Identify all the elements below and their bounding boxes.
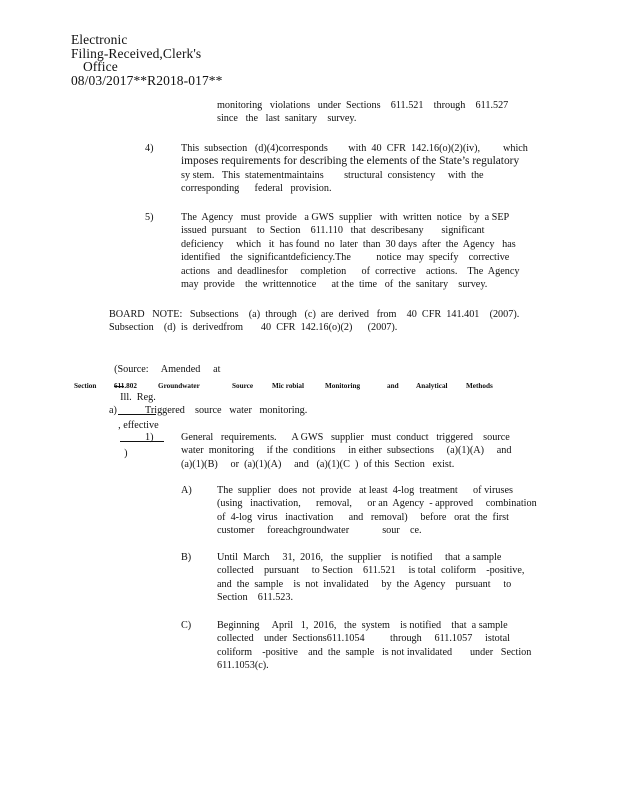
item-C-paragraph xyxy=(217,619,532,673)
continuation-paragraph xyxy=(217,99,517,126)
section-title-word: Methods xyxy=(466,382,493,390)
A-line: The supplier does not provide at least 4-log treatment of viruses xyxy=(217,485,513,496)
board-note xyxy=(109,308,529,335)
board-note-line: Subsection (d) is derivedfrom 40 CFR 142.16(o)(2) (2007). xyxy=(109,322,398,334)
section-title-word: Monitoring xyxy=(325,382,361,390)
section-word: Section xyxy=(74,382,97,390)
item-B-label: B) xyxy=(181,552,192,563)
C-line: collected under Sections611.1054 through 611.1057 istotal xyxy=(217,633,510,645)
B-line: collected pursuant to Section 611.521 is total coliform -positive, xyxy=(217,565,525,577)
item-4-line: This subsection (d)(4)corresponds with 40 CFR 142.16(o)(2)(iv), which xyxy=(181,143,528,154)
section-number: 611.802 xyxy=(114,382,137,390)
item-5-line: The Agency must provide a GWS supplier with written notice by a SEP xyxy=(181,212,510,223)
C-line: coliform -positive and the sample is not invalidated under Section xyxy=(217,646,532,658)
item-B-paragraph xyxy=(217,551,529,605)
continuation-line: monitoring violations under Sections 611.521 through 611.527 xyxy=(217,100,509,111)
B-line: Until March 31, 2016, the supplier is notified that a sample xyxy=(217,552,502,563)
C-line: 611.1053(c). xyxy=(217,660,269,672)
section-title-word: Groundwater xyxy=(158,382,200,390)
item-A-paragraph xyxy=(217,484,537,538)
source-close-paren: ) xyxy=(124,447,128,459)
item-5-line: may provide the writtennotice at the time of the sanitary survey. xyxy=(181,279,488,291)
item-4-paragraph xyxy=(181,142,531,196)
C-line: Beginning April 1, 2016, the system is notified that a sample xyxy=(217,620,508,631)
header-word-electronic: Electronic xyxy=(70,32,128,48)
B-line: Section 611.523. xyxy=(217,592,294,604)
item-A-label: A) xyxy=(181,485,192,496)
section-title-word: Source xyxy=(232,382,254,390)
subsection-a1-paragraph xyxy=(181,431,521,471)
item-4-line: corresponding federal provision. xyxy=(181,183,332,195)
item-5-label: 5) xyxy=(145,212,154,223)
item-C-label: C) xyxy=(181,620,192,631)
continuation-line: since the last sanitary survey. xyxy=(217,113,357,125)
item-5-paragraph xyxy=(181,211,531,291)
a1-line: General requirements. A GWS supplier must conduct triggered source xyxy=(181,432,510,443)
a1-line: (a)(1)(B) or (a)(1)(A) and (a)(1)(C ) of this Section exist. xyxy=(181,458,455,470)
header-word-office: Office xyxy=(82,59,118,75)
item-5-line: deficiency which it has found no later than 30 days after the Agency has xyxy=(181,238,516,250)
item-4-line: sy stem. This statementmaintains structural consistency with the xyxy=(181,169,484,181)
item-4-line: imposes requirements for describing the elements of the State’s regulatory xyxy=(181,155,520,168)
filing-stamp-header xyxy=(64,20,237,87)
section-title-word: and xyxy=(387,382,399,390)
subsection-a1-label: 1) xyxy=(145,432,154,443)
subsection-a-heading: Triggered source water monitoring. xyxy=(145,405,308,416)
A-line: customer foreachgroundwater sour ce. xyxy=(217,525,422,537)
subsection-a-label: a) xyxy=(109,405,117,416)
item-4-label: 4) xyxy=(145,143,154,154)
A-line: of 4-log virus inactivation and removal) before orat the first xyxy=(217,511,509,523)
header-word-filing-received: Filing-Received,Clerk's xyxy=(70,45,202,61)
board-note-line: BOARD NOTE: Subsections (a) through (c) are derived from 40 CFR 141.401 (2007). xyxy=(109,309,520,320)
item-5-line: actions and deadlinesfor completion of corrective actions. The Agency xyxy=(181,265,520,277)
source-reg-text: Ill. Reg. xyxy=(120,392,156,404)
section-title-word: Analytical xyxy=(416,382,448,390)
B-line: and the sample is not invalidated by the Agency pursuant to xyxy=(217,578,512,590)
effective-date-blank xyxy=(120,432,164,442)
source-amended-text: (Source: Amended at xyxy=(114,364,221,376)
item-5-line: identified the significantdeficiency.The notice may specify corrective xyxy=(181,252,510,264)
section-title-word: Mic robial xyxy=(272,382,305,390)
a1-line: water monitoring if the conditions in either subsections (a)(1)(A) and xyxy=(181,445,512,457)
item-5-line: issued pursuant to Section 611.110 that describesany significant xyxy=(181,225,485,237)
source-effective-text: , effective xyxy=(118,420,159,432)
A-line: (using inactivation, removal, or an Agency - approved combination xyxy=(217,498,537,510)
header-filing-date-code: 08/03/2017**R2018-017** xyxy=(70,72,223,88)
